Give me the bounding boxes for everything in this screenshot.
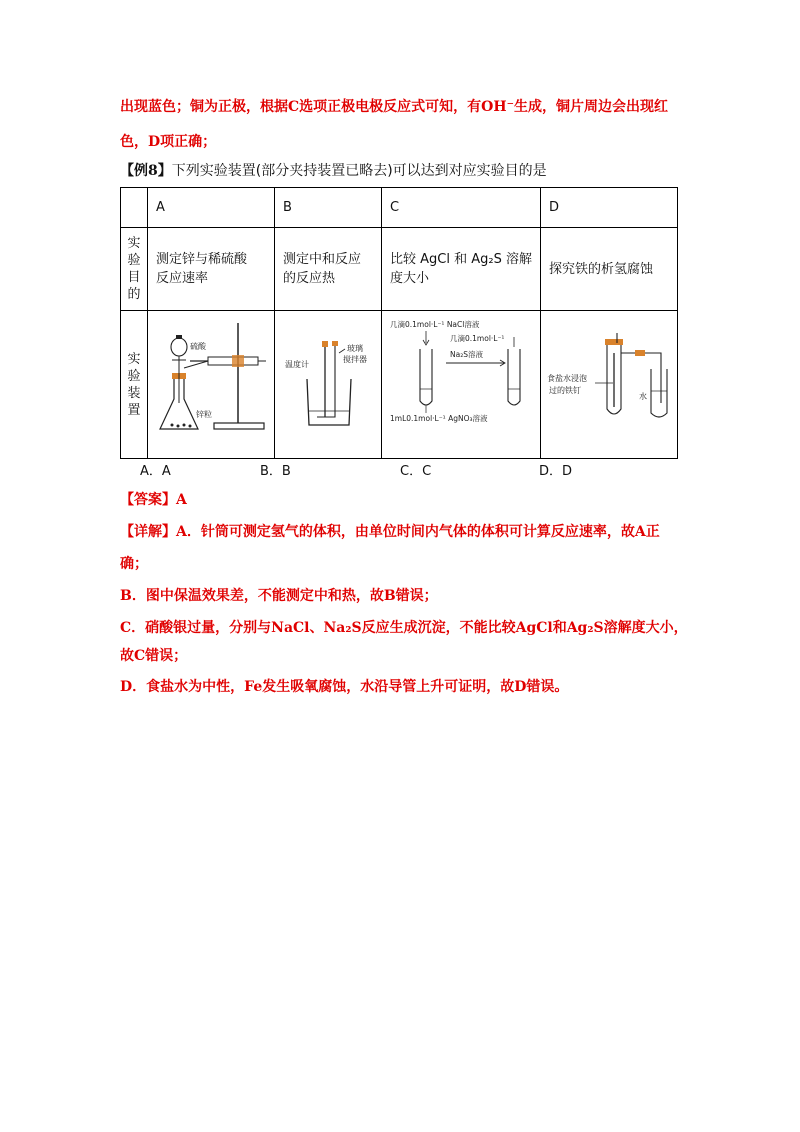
table-header-row	[121, 188, 678, 228]
apparatus-c-drawing	[386, 313, 536, 453]
purpose-c-line: 度大小	[390, 271, 430, 286]
apparatus-b	[275, 311, 382, 459]
option-d: D．D	[539, 464, 573, 479]
label-c-drop2: 几滴0.1mol·L⁻¹	[450, 333, 505, 343]
apparatus-row	[121, 311, 678, 459]
answer: 【答案】A	[120, 492, 187, 508]
purpose-b-line: 测定中和反应	[283, 252, 362, 267]
label-c-na2s: Na₂S溶液	[450, 349, 483, 359]
label-b-thermometer: 温度计	[285, 359, 309, 369]
column-header-b: B	[275, 188, 382, 228]
label-c-agno3: 1mL0.1mol·L⁻¹ AgNO₃溶液	[390, 413, 488, 423]
purpose-d-line: 探究铁的析氢腐蚀	[549, 261, 654, 277]
apparatus-d	[541, 311, 678, 459]
apparatus-a-drawing	[152, 313, 270, 453]
question	[120, 161, 547, 181]
column-header-d: D	[541, 188, 678, 228]
purpose-label-char: 实	[127, 236, 141, 251]
apparatus-label-char: 置	[127, 402, 141, 418]
apparatus-label-char: 验	[127, 368, 141, 384]
purpose-label-char: 的	[127, 287, 141, 302]
option-b: B．B	[260, 464, 291, 479]
purpose-row-label	[121, 228, 148, 311]
option-a: A．A	[140, 464, 171, 479]
question-tag: 【例8】	[120, 163, 172, 179]
label-d-water: 水	[639, 391, 647, 401]
experiment-table	[120, 187, 678, 459]
label-b-stirrer-1: 玻璃	[347, 343, 363, 353]
explanation-line-6: D．食盐水为中性，Fe发生吸氧腐蚀，水沿导管上升可证明，故D错误。	[120, 679, 569, 695]
column-header-c: C	[382, 188, 541, 228]
label-d-iron-1: 食盐水浸泡	[547, 373, 587, 383]
explanation-line-3: B．图中保温效果差，不能测定中和热，故B错误；	[120, 588, 438, 604]
purpose-a-line: 测定锌与稀硫酸	[156, 252, 248, 267]
purpose-a-line: 反应速率	[156, 271, 209, 286]
explanation-line-2: 确；	[120, 556, 148, 572]
purpose-label-char: 验	[127, 253, 141, 268]
label-d-iron-2: 过的铁钉	[549, 385, 581, 395]
intro-line-2: 色，D项正确；	[120, 134, 217, 150]
intro-line-1: 出现蓝色；铜为正极，根据C选项正极电极反应式可知，有OH⁻生成，铜片周边会出现红	[120, 99, 668, 115]
purpose-a	[148, 228, 275, 311]
apparatus-label-char: 装	[127, 385, 141, 401]
label-b-stirrer-2: 搅拌器	[343, 354, 367, 364]
purpose-c-line: 比较 AgCl 和 Ag₂S 溶解	[390, 252, 532, 267]
purpose-label-char: 目	[127, 270, 141, 285]
apparatus-a	[148, 311, 275, 459]
purpose-b-line: 的反应热	[283, 271, 336, 286]
question-text: 下列实验装置(部分夹持装置已略去)可以达到对应实验目的是	[171, 163, 547, 179]
purpose-row	[121, 228, 678, 311]
purpose-c	[382, 228, 541, 311]
explanation-line-4: C．硝酸银过量，分别与NaCl、Na₂S反应生成沉淀，不能比较AgCl和Ag₂S溶解度大小，	[120, 620, 688, 636]
apparatus-b-drawing	[279, 313, 377, 453]
apparatus-label-char: 实	[127, 351, 141, 367]
purpose-d	[541, 228, 678, 311]
option-c: C．C	[400, 464, 432, 479]
label-a-zinc: 锌粒	[196, 409, 212, 419]
explanation-line-5: 故C错误；	[120, 648, 188, 664]
apparatus-d-drawing	[543, 313, 675, 453]
header-empty-cell	[121, 188, 148, 228]
apparatus-row-label	[121, 311, 148, 459]
column-header-a: A	[148, 188, 275, 228]
label-c-drop1: 几滴0.1mol·L⁻¹ NaCl溶液	[390, 319, 480, 329]
apparatus-c	[382, 311, 541, 459]
purpose-b	[275, 228, 382, 311]
explanation-line-1: 【详解】A．针筒可测定氢气的体积，由单位时间内气体的体积可计算反应速率，故A正	[120, 524, 660, 540]
label-a-acid: 硫酸	[190, 341, 206, 351]
